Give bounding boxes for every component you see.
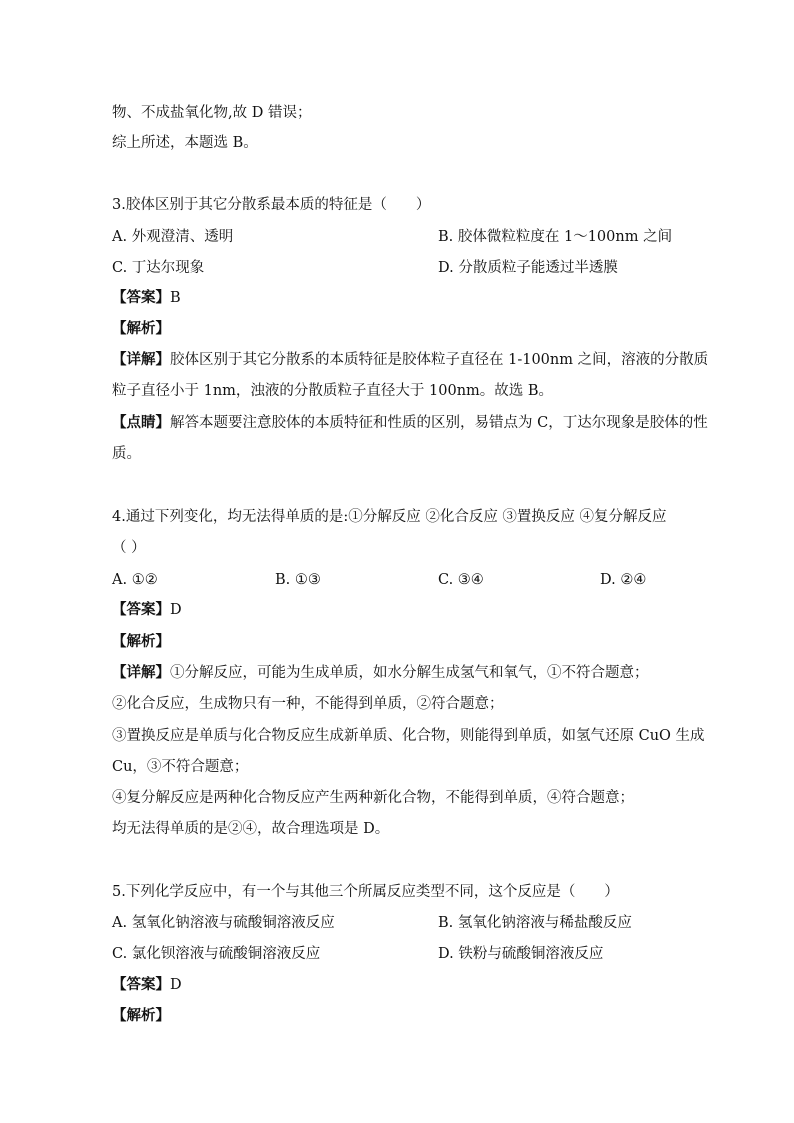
q5-answer xyxy=(112,975,182,995)
q4-stem-line-2: （ ） xyxy=(112,540,146,556)
q3-analysis-label: 【解析】 xyxy=(112,320,170,337)
q4-option-c: C. ③④ xyxy=(438,572,484,588)
q3-detail-line-2: 粒子直径小于 1nm，浊液的分散质粒子直径大于 100nm。故选 B。 xyxy=(112,383,554,399)
q3-detail-line-1 xyxy=(112,350,708,370)
q4-detail-line-2: ②化合反应，生成物只有一种，不能得到单质，②符合题意； xyxy=(112,696,504,712)
q3-option-b: B. 胶体微粒粒度在 1～100nm 之间 xyxy=(438,229,673,245)
q3-point-line-2: 质。 xyxy=(112,446,141,462)
q5-option-b: B. 氢氧化钠溶液与稀盐酸反应 xyxy=(438,915,632,931)
q4-analysis-label: 【解析】 xyxy=(112,633,170,650)
q5-option-a: A. 氢氧化钠溶液与硫酸铜溶液反应 xyxy=(112,915,335,931)
q3-answer-label: 【答案】 xyxy=(112,289,170,306)
q4-option-a: A. ①② xyxy=(112,572,158,588)
prev-analysis-line-1: 物、不成盐氧化物,故 D 错误； xyxy=(112,105,312,121)
q3-option-a: A. 外观澄清、透明 xyxy=(112,229,234,245)
q4-option-d: D. ②④ xyxy=(600,572,647,588)
prev-analysis-line-2: 综上所述，本题选 B。 xyxy=(112,135,258,151)
q5-answer-value: D xyxy=(170,977,182,993)
q3-option-d: D. 分散质粒子能透过半透膜 xyxy=(438,260,618,276)
q4-detail-line-3: ③置换反应是单质与化合物反应生成新单质、化合物，则能得到单质，如氢气还原 CuO 生成 xyxy=(112,728,705,744)
q5-stem: 5.下列化学反应中，有一个与其他三个所属反应类型不同，这个反应是（ ） xyxy=(112,884,619,900)
q3-detail-text-1: 胶体区别于其它分散系的本质特征是胶体粒子直径在 1-100nm 之间，溶液的分散质 xyxy=(170,352,709,368)
q5-analysis-label: 【解析】 xyxy=(112,1007,170,1024)
q4-stem-line-1: 4.通过下列变化，均无法得单质的是:①分解反应 ②化合反应 ③置换反应 ④复分解反应 xyxy=(112,509,667,525)
q3-point-line-1 xyxy=(112,413,708,433)
q4-answer-label: 【答案】 xyxy=(112,601,170,618)
q4-option-b: B. ①③ xyxy=(275,572,321,588)
q3-answer xyxy=(112,288,181,308)
q4-detail-line-6: 均无法得单质的是②④，故合理选项是 D。 xyxy=(112,821,390,837)
q3-point-text-1: 解答本题要注意胶体的本质特征和性质的区别，易错点为 C，丁达尔现象是胶体的性 xyxy=(170,415,708,431)
q4-answer xyxy=(112,600,182,620)
q4-detail-line-5: ④复分解反应是两种化合物反应产生两种新化合物，不能得到单质，④符合题意； xyxy=(112,790,634,806)
q3-stem: 3.胶体区别于其它分散系最本质的特征是（ ） xyxy=(112,197,431,213)
q5-option-c: C. 氯化钡溶液与硫酸铜溶液反应 xyxy=(112,946,321,962)
q4-detail-text-1: ①分解反应，可能为生成单质，如水分解生成氢气和氧气，①不符合题意； xyxy=(170,665,649,681)
q3-detail-label: 【详解】 xyxy=(112,351,170,368)
q5-answer-label: 【答案】 xyxy=(112,976,170,993)
q3-option-c: C. 丁达尔现象 xyxy=(112,260,205,276)
q4-detail-label: 【详解】 xyxy=(112,664,170,681)
q5-option-d: D. 铁粉与硫酸铜溶液反应 xyxy=(438,946,604,962)
q3-point-label: 【点睛】 xyxy=(112,414,170,431)
q4-detail-line-4: Cu，③不符合题意； xyxy=(112,759,249,775)
q3-answer-value: B xyxy=(170,290,181,306)
q4-detail-line-1 xyxy=(112,663,649,683)
q4-answer-value: D xyxy=(170,602,182,618)
